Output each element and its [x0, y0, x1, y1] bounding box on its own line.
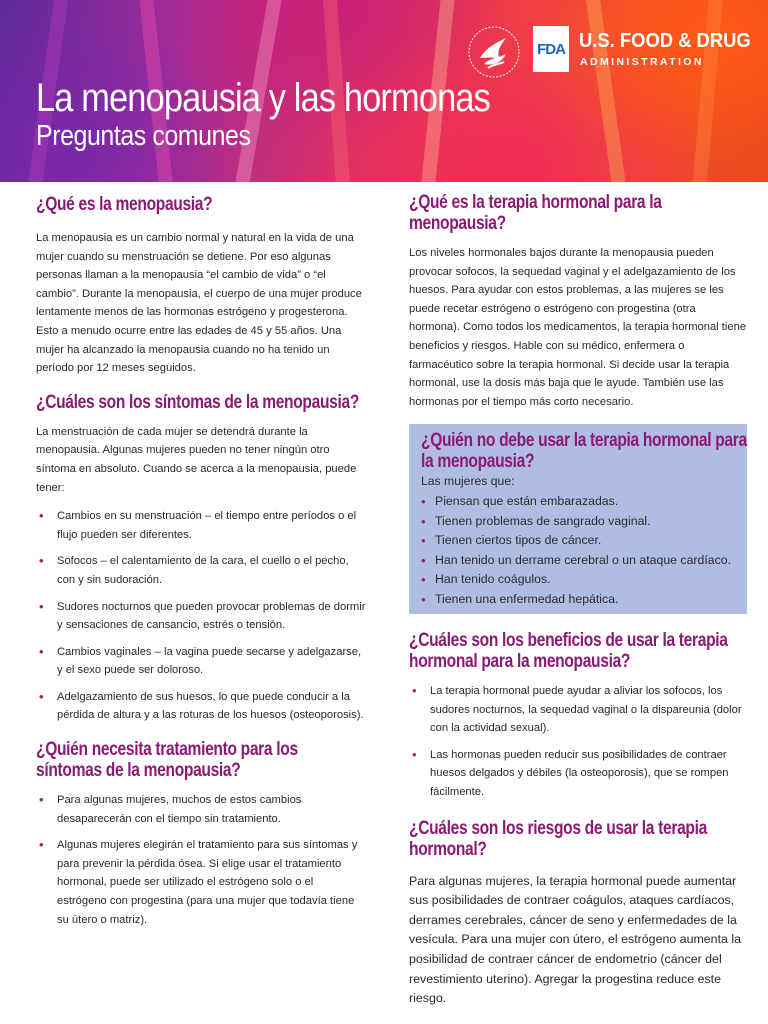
list-item: • Piensan que están embarazadas.	[421, 492, 731, 512]
list-item: • Tienen problemas de sangrado vaginal.	[421, 512, 731, 532]
section-title-symptoms: ¿Cuáles son los síntomas de la menopausia?	[36, 391, 360, 413]
section-intro: La menstruación de cada mujer se detendrá durante la menopausia. Algunas mujeres pueden no tener ningún otro síntoma en absoluto. Cuando se acerca a la menopausia, puede tener:	[36, 425, 357, 494]
list-item: • Cambios en su menstruación – el tiempo entre períodos o el flujo pueden ser diferentes.	[36, 507, 366, 544]
list-item: • Han tenido un derrame cerebral o un ataque cardíaco.	[421, 551, 731, 571]
page-subtitle: Preguntas comunes	[36, 120, 251, 152]
section-body: La menopausia es un cambio normal y natural en la vida de una mujer cuando su menstruación se detiene. Por eso algunas personas llaman a la menopausia “el cambio de vida” o “el cambio”. Durante la menopausia, el cuerpo de una mujer produce lentamente menos de las hormonas estrógeno y progesterona. Esto a menudo ocurre entre las edades de 45 y 55 años. Una mujer ha alcanzado la menopausia cuando no ha tenido un período por 12 meses seguidos.	[36, 232, 362, 375]
risks-body-wrap	[409, 872, 749, 1009]
hhs-seal-icon	[466, 24, 522, 80]
left-column	[36, 182, 366, 929]
right-column-lower	[409, 630, 749, 1009]
contraindications-callout	[409, 424, 747, 614]
section-title-who-needs-treatment: ¿Quién necesita tratamiento para los síntomas de la menopausia?	[36, 739, 298, 782]
symptoms-list	[36, 507, 366, 725]
section-body: Para algunas mujeres, la terapia hormonal puede aumentar sus posibilidades de contraer coágulos, ataques cardíacos, derrames cerebrales, cáncer de seno y enfermedades de la vesícula. Para una mujer con útero, el estrógeno aumenta la posibilidad de contraer cáncer de endometrio (cáncer del revestimiento uterino). Agregar la progestina reduce este riesgo.	[409, 873, 741, 1006]
right-column	[409, 182, 749, 411]
list-item: • La terapia hormonal puede ayudar a aliviar los sofocos, los sudores nocturnos, la sequedad vaginal o la dispareunia (dolor con la actividad sexual).	[409, 682, 749, 738]
list-item: • Han tenido coágulos.	[421, 570, 731, 590]
list-item: • Algunas mujeres elegirán el tratamiento para sus síntomas y para prevenir la pérdida ósea. Si elige usar el tratamiento hormonal, puede ser utilizado el estrógeno solo o el estrógeno con progestina (para una mujer que todavía tiene su útero o matriz).	[36, 836, 366, 929]
callout-title: ¿Quién no debe usar la terapia hormonal para la menopausia?	[421, 430, 747, 472]
section-body: Los niveles hormonales bajos durante la menopausia pueden provocar sofocos, la sequedad vaginal y el adelgazamiento de los huesos. Para ayudar con estos problemas, a las mujeres se les puede recetar estrógeno o estrógeno con progestina (otra hormona). Como todos los medicamentos, la terapia hormonal tiene beneficios y riesgos. Hable con su médico, enfermera o farmacéutico sobre la terapia hormonal. Si decide usar la terapia hormonal, use la dosis más baja que le ayude. También use las hormonas por el tiempo más corto necesario.	[409, 247, 747, 408]
section-title-what-is-menopause: ¿Qué es la menopausia?	[36, 194, 213, 215]
page-title: La menopausia y las hormonas	[36, 76, 490, 120]
section-title-hormone-therapy: ¿Qué es la terapia hormonal para la menopausia?	[409, 192, 662, 234]
list-item: • Para algunas mujeres, muchos de estos cambios desaparecerán con el tiempo sin tratamiento.	[36, 791, 366, 828]
agency-subname: ADMINISTRATION	[580, 56, 704, 68]
list-item: • Tienen una enfermedad hepática.	[421, 590, 731, 610]
contraindications-list	[421, 492, 731, 609]
list-item: • Sudores nocturnos que pueden provocar problemas de dormir y sensaciones de cansancio, estrés o tensión.	[36, 598, 366, 635]
benefits-list	[409, 682, 749, 802]
section-title-benefits: ¿Cuáles son los beneficios de usar la terapia hormonal para la menopausia?	[409, 630, 728, 672]
agency-name: U.S. FOOD & DRUG	[579, 30, 751, 52]
fda-logo-box: FDA	[533, 26, 569, 72]
header-banner	[0, 0, 768, 182]
treatment-list	[36, 791, 366, 929]
list-item: • Tienen ciertos tipos de cáncer.	[421, 531, 731, 551]
list-item: • Sofocos – el calentamiento de la cara, el cuello o el pecho, con y sin sudoración.	[36, 552, 366, 589]
list-item: • Adelgazamiento de sus huesos, lo que puede conducir a la pérdida de altura y a las roturas de los huesos (osteoporosis).	[36, 688, 366, 725]
callout-intro: Las mujeres que:	[421, 474, 515, 488]
decor-streak	[583, 0, 630, 182]
section-title-risks: ¿Cuáles son los riesgos de usar la terapia hormonal?	[409, 817, 707, 860]
decor-streak	[690, 0, 725, 182]
list-item: • Las hormonas pueden reducir sus posibilidades de contraer huesos delgados y débiles (la osteoporosis), que se rompen fácilmente.	[409, 746, 749, 802]
list-item: • Cambios vaginales – la vagina puede secarse y adelgazarse, y el sexo puede ser doloroso.	[36, 643, 366, 680]
